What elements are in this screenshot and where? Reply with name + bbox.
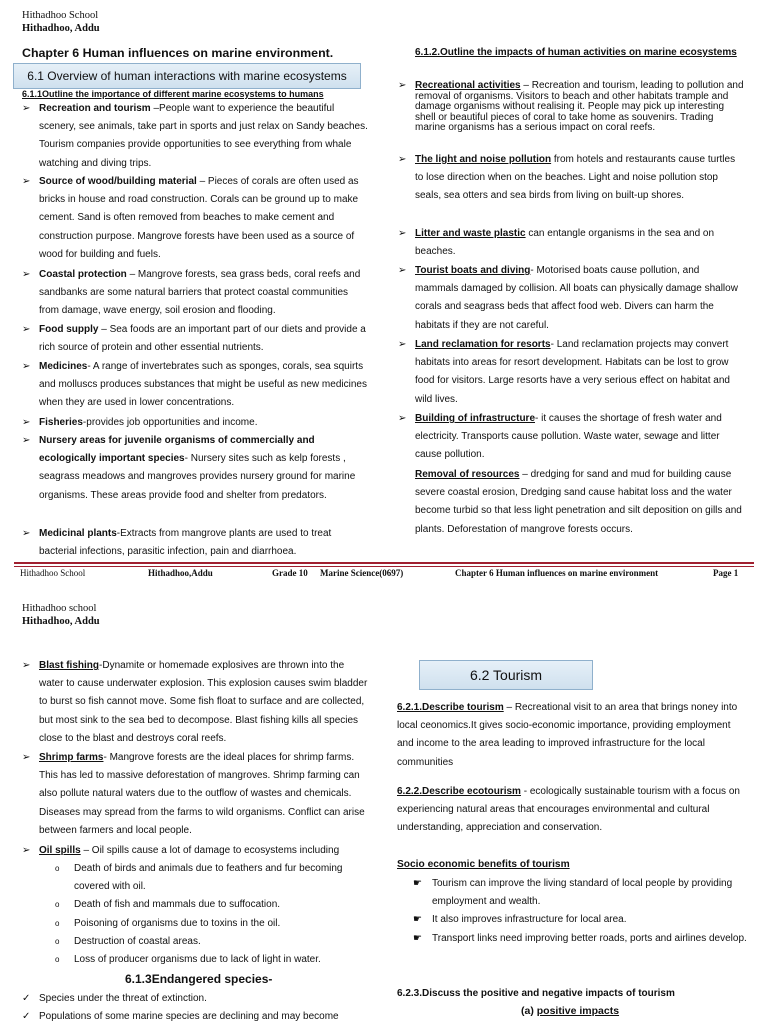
list-item: ➢ Recreation and tourism –People want to experience the beautiful scenery, see animals, take part in sports and just relax on Sandy beaches. Tourism companies provide opportunities to see everything from whale watching and diving trips. [39,100,369,173]
footer-subject: Marine Science(0697) [320,568,404,578]
list-item: ➢ The light and noise pollution from hotels and restaurants cause turtles to lose direction when on the beaches. Light and noise pollution stop seals, sea otters and sea birds from living on built-up shores. [415,151,745,206]
socio-item: ☛ Transport links need improving better roads, ports and airlines develop. [432,930,748,948]
checkmark-icon: ✓ [22,993,31,1004]
arrow-bullet-icon: ➢ [398,413,407,424]
describe-ecotourism: 6.2.2.Describe ecotourism - ecologically sustainable tourism with a focus on experiencing natural areas that encourages environmental and cultural understanding, appreciation and conservation. [397,786,740,834]
footer-page: Page 1 [713,568,739,578]
list-item: ➢ Recreational activities – Recreation and tourism, leading to pollution and removal of organisms. Visitors to beach and other habitats trample and damage organisms without realising it. People may pick up interesting shell or beautiful pieces of coral to take home as souvenirs. Trading marine organisms has a serious impact on coral reefs. [398,80,744,134]
list-item: ➢ Fisheries-provides job opportunities and income. [39,414,369,432]
header-location: Hithadhoo, Addu [22,23,100,34]
endangered-heading: 6.1.3Endangered species- [125,972,273,986]
page1-footer [0,568,768,582]
list-item: ➢ Source of wood/building material – Pieces of corals are often used as bricks in house and road construction. Corals can be ground up to make cement. Sand is often removed from beaches to make cement and construction purpose. Mangrove forests have been used as a source of wood for building and fuels. [39,173,369,264]
oil-effect-item: o Poisoning of organisms due to toxins in the oil. [74,915,374,933]
footer-grade: Grade 10 [272,568,308,578]
chapter-title: Chapter 6 Human influences on marine environment. [22,46,334,60]
arrow-bullet-icon: ➢ [398,154,407,165]
circle-bullet-icon: o [55,919,60,928]
arrow-bullet-icon: ➢ [22,660,31,671]
page1-header [22,9,100,35]
list-item: ➢ Medicines- A range of invertebrates such as sponges, corals, sea squirts and molluscs produces substances that might be useful as new medicines when they are used in lower concentrations. [39,358,369,413]
arrow-bullet-icon: ➢ [22,269,31,280]
pointing-hand-icon: ☛ [413,914,422,925]
arrow-bullet-icon: ➢ [22,176,31,187]
footer-rule [14,562,754,564]
socio-item: ☛ Tourism can improve the living standard of local people by providing employment and wealth. [432,875,748,911]
arrow-bullet-icon: ➢ [22,845,31,856]
oil-effect-item: o Death of fish and mammals due to suffocation. [74,896,374,914]
list-item: ➢ Coastal protection – Mangrove forests, sea grass beds, coral reefs and sandbanks are some natural barriers that protect coastal communities from damage, wave energy, soil erosion and flooding. [39,266,369,321]
list-item: ➢ Litter and waste plastic can entangle organisms in the sea and on beaches. [415,225,745,261]
section-6-1-title: 6.1 Overview of human interactions with marine ecosystems [27,69,347,83]
arrow-bullet-icon: ➢ [22,417,31,428]
arrow-bullet-icon: ➢ [398,265,407,276]
socio-item: ☛ It also improves infrastructure for local area. [432,911,748,929]
list-item: ➢ Land reclamation for resorts- Land reclamation projects may convert habitats into areas for resort development. Habitats can be lost to grow food for visitors. Large resorts have a very serious effect on habitat and wild lives. [415,336,745,409]
page2-header [22,602,100,628]
removal-of-resources: Removal of resources – dredging for sand and mud for building cause severe coastal erosion, Dredging sand cause habitat loss and the water become turbid so that less light penetration and silt deposition on gills and plants. Deforestation of mangrove forests occurs. [415,469,742,535]
list-item: ➢ Blast fishing-Dynamite or homemade explosives are thrown into the water to cause underwater explosion. This explosion causes swim bladder to burst so fish cannot move. Some fish float to surface and are collected, but most sink to the sea bed to decompose. Blast fishing kills all species close to the blast and destroys coral reefs. [39,657,369,748]
positive-impacts-heading: (a) positive impacts [521,1005,620,1017]
tourism-title: 6.2 Tourism [469,667,543,683]
header-school: Hithadhoo school [22,603,97,614]
list-item: ➢ Tourist boats and diving- Motorised boats cause pollution, and mammals damaged by collision. All boats can physically damage shallow corals and seagrass beds that affect food web. Divers can harm the habitats if they are not careful. [415,262,745,335]
header-school: Hithadhoo School [22,10,99,21]
arrow-bullet-icon: ➢ [22,528,31,539]
circle-bullet-icon: o [55,955,60,964]
list-item: ➢ Nursery areas for juvenile organisms of commercially and ecologically important species- Nursery sites such as kelp forests , seagrass meadows and mangroves provides nursery ground for marine organisms. These areas provide food and shelter from predators. [39,432,369,505]
endangered-item: ✓ Populations of some marine species are declining and may become [39,1008,369,1026]
circle-bullet-icon: o [55,864,60,873]
pointing-hand-icon: ☛ [413,878,422,889]
arrow-bullet-icon: ➢ [22,324,31,335]
arrow-bullet-icon: ➢ [22,361,31,372]
circle-bullet-icon: o [55,900,60,909]
footer-location: Hithadhoo,Addu [148,568,213,578]
oil-effect-item: o Loss of producer organisms due to lack of light in water. [74,951,374,969]
arrow-bullet-icon: ➢ [398,339,407,350]
checkmark-icon: ✓ [22,1011,31,1022]
subheading-6-1-1: 6.1.1Outline the importance of different marine ecosystems to humans [22,89,324,99]
footer-rule [14,566,754,567]
tourism-box [419,660,593,690]
pointing-hand-icon: ☛ [413,933,422,944]
oil-effect-item: o Death of birds and animals due to feathers and fur becoming covered with oil. [74,860,374,896]
socio-heading: Socio economic benefits of tourism [397,859,570,870]
footer-school: Hithadhoo School [20,568,86,578]
circle-bullet-icon: o [55,937,60,946]
discuss-heading: 6.2.3.Discuss the positive and negative impacts of tourism [397,988,675,999]
list-item: ➢ Oil spills – Oil spills cause a lot of damage to ecosystems including [39,842,369,860]
list-item: ➢ Building of infrastructure- it causes the shortage of fresh water and electricity. Transports cause pollution. Waste water, sewage and litter cause pollution. [415,410,745,465]
arrow-bullet-icon: ➢ [22,752,31,763]
footer-chapter: Chapter 6 Human influences on marine environment [455,568,659,578]
arrow-bullet-icon: ➢ [22,103,31,114]
heading-6-1-2: 6.1.2.Outline the impacts of human activities on marine ecosystems [415,47,737,58]
arrow-bullet-icon: ➢ [398,80,407,91]
arrow-bullet-icon: ➢ [398,228,407,239]
oil-effect-item: o Destruction of coastal areas. [74,933,374,951]
endangered-item: ✓ Species under the threat of extinction. [39,990,369,1008]
list-item: ➢ Shrimp farms- Mangrove forests are the ideal places for shrimp farms. This has led to massive deforestation of mangroves. Shrimp farming can also pollute natural waters due to the outflow of wastes and chemicals. Diseases may spread from the farms to wild organisms. Conflict can arise between farmers and local people. [39,749,369,840]
section-6-1-box [13,63,361,89]
arrow-bullet-icon: ➢ [22,435,31,446]
describe-tourism: 6.2.1.Describe tourism – Recreational visit to an area that brings noney into local ceonomics.It gives socio-economic importance, providing employment and income to the area leading to improved infrastructure for the local communities [397,702,738,768]
header-location: Hithadhoo, Addu [22,616,100,627]
list-item: ➢ Medicinal plants-Extracts from mangrove plants are used to treat bacterial infections, parasitic infection, pain and diarrhoea. [39,525,369,561]
list-item: ➢ Food supply – Sea foods are an important part of our diets and provide a rich source of protein and other essential nutrients. [39,321,369,357]
